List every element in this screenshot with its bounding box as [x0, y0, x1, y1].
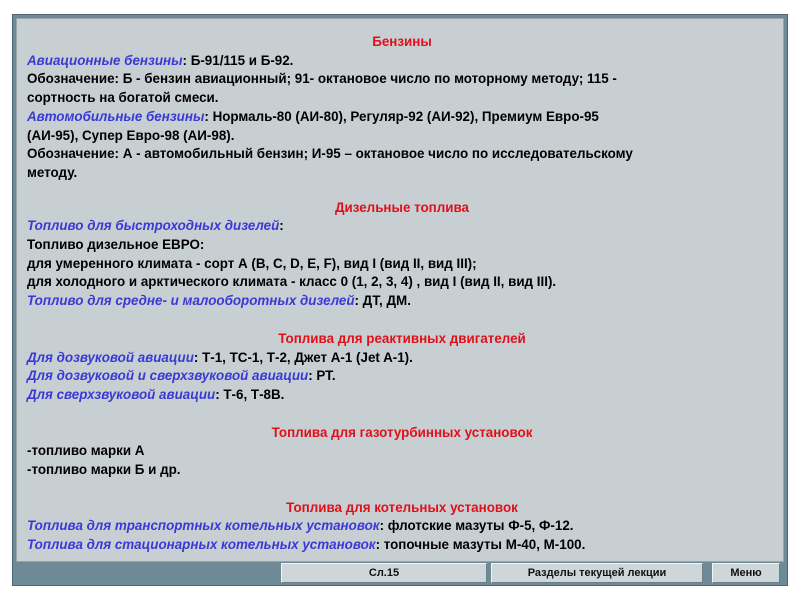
subsonic-label: Для дозвуковой авиации — [27, 349, 194, 365]
fast-diesel-line — [27, 217, 777, 236]
auto-petrol-label: Автомобильные бензины — [27, 108, 205, 124]
transport-boiler-line — [27, 517, 777, 536]
stationary-boiler-text: : топочные мазуты М-40, М-100. — [375, 537, 586, 553]
fast-diesel-colon: : — [279, 218, 284, 234]
boiler-heading: Топлива для котельных установок — [286, 499, 518, 515]
diesel-heading: Дизельные топлива — [334, 199, 470, 215]
slow-diesel-line — [27, 292, 777, 311]
navigation-bar — [16, 563, 784, 583]
supersonic-text: : Т-6, Т-8В. — [215, 386, 285, 402]
subsonic-text: : Т-1, ТС-1, Т-2, Джет А-1 (Jet A-1). — [193, 349, 413, 365]
fast-diesel-label: Топливо для быстроходных дизелей — [27, 218, 280, 234]
slide-content-panel — [16, 18, 784, 562]
slide-number-button[interactable]: Сл.15 — [281, 563, 487, 583]
jet-heading: Топлива для реактивных двигателей — [278, 330, 526, 346]
slide-frame — [12, 14, 788, 586]
sub-supersonic-line — [27, 367, 777, 386]
menu-button[interactable]: Меню — [712, 563, 780, 583]
auto-petrol-line — [27, 108, 777, 127]
slow-diesel-label: Топливо для средне- и малооборотных дизелей — [27, 293, 355, 309]
slow-diesel-text: : ДТ, ДМ. — [354, 293, 411, 309]
gas-turbine-item-a: -топливо марки А — [27, 443, 145, 459]
auto-petrol-line-2: (АИ-95), Супер Евро-98 (АИ-98). — [27, 127, 235, 143]
transport-boiler-label: Топлива для транспортных котельных установок — [27, 518, 380, 534]
auto-note-line-2: методу. — [27, 164, 78, 180]
supersonic-label: Для сверхзвуковой авиации — [27, 386, 216, 402]
petrol-heading: Бензины — [372, 34, 432, 49]
stationary-boiler-label: Топлива для стационарных котельных установок — [27, 537, 376, 553]
sub-supersonic-text: : РТ. — [308, 368, 336, 384]
auto-petrol-text: : Нормаль-80 (АИ-80), Регуляр-92 (АИ-92), Премиум Евро-95 — [204, 108, 599, 124]
moderate-climate-line: для умеренного климата - сорт А (B, C, D, E, F), вид I (вид II, вид III); — [27, 255, 477, 271]
gas-turbine-item-b: -топливо марки Б и др. — [27, 462, 181, 478]
aviation-note-line-1: Обозначение: Б - бензин авиационный; 91- октановое число по моторному методу; 115 - — [27, 71, 617, 87]
subsonic-line — [27, 349, 777, 368]
slide-text — [27, 33, 777, 555]
lecture-sections-button[interactable]: Разделы текущей лекции — [491, 563, 703, 583]
auto-note-line-1: Обозначение: А - автомобильный бензин; И-95 – октановое число по исследовательскому — [27, 146, 633, 162]
aviation-petrol-label: Авиационные бензины — [27, 52, 183, 68]
aviation-petrol-line — [27, 52, 777, 71]
euro-diesel-line: Топливо дизельное ЕВРО: — [27, 237, 205, 253]
supersonic-line — [27, 386, 777, 405]
arctic-climate-line: для холодного и арктического климата - класс 0 (1, 2, 3, 4) , вид I (вид II, вид III). — [27, 274, 557, 290]
transport-boiler-text: : флотские мазуты Ф-5, Ф-12. — [379, 518, 574, 534]
sub-supersonic-label: Для дозвуковой и сверхзвуковой авиации — [27, 368, 309, 384]
stationary-boiler-line — [27, 536, 777, 555]
gas-turbine-heading: Топлива для газотурбинных установок — [271, 424, 533, 440]
aviation-petrol-text: : Б-91/115 и Б-92. — [182, 52, 294, 68]
aviation-note-line-2: сортность на богатой смеси. — [27, 90, 219, 106]
